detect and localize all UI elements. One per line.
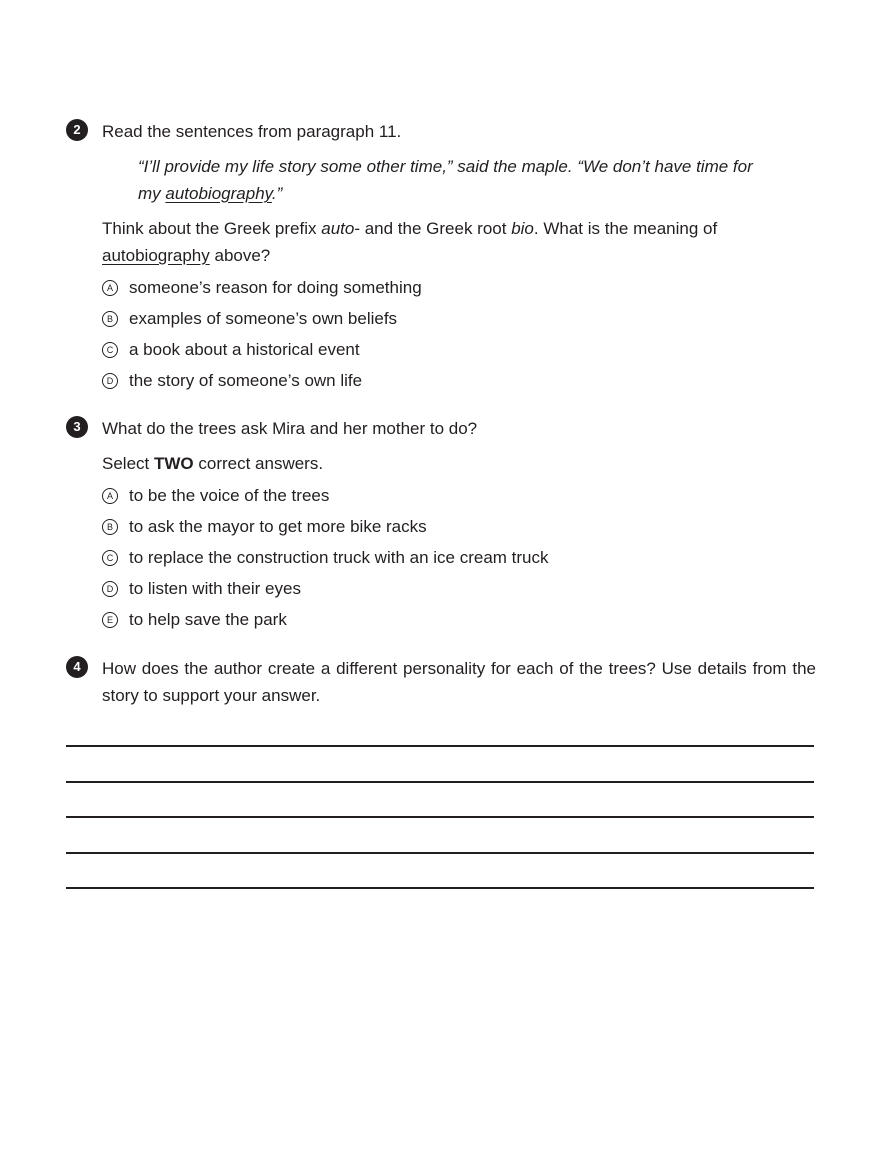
option-text: to help save the park <box>129 609 287 629</box>
question-number-badge: 4 <box>66 656 88 678</box>
answer-option[interactable] <box>102 334 816 365</box>
question-body <box>102 118 816 396</box>
answer-option[interactable] <box>102 272 816 303</box>
writing-line[interactable] <box>66 781 814 783</box>
answer-bubble[interactable]: E <box>102 612 118 628</box>
instruction-text: correct answers. <box>193 454 324 473</box>
answer-option[interactable] <box>102 604 816 635</box>
option-text: to replace the construction truck with an ice cream truck <box>129 547 549 567</box>
answer-option[interactable] <box>102 365 816 396</box>
answer-bubble[interactable]: B <box>102 311 118 327</box>
instruction-text: Select <box>102 454 154 473</box>
quoted-sentences <box>138 153 816 207</box>
answer-options <box>102 480 816 635</box>
answer-bubble[interactable]: B <box>102 519 118 535</box>
prompt-text: Think about the Greek prefix <box>102 219 322 238</box>
question-number-badge: 3 <box>66 416 88 438</box>
option-text: examples of someone’s own beliefs <box>129 308 398 328</box>
option-text: to be the voice of the trees <box>129 485 330 505</box>
writing-line[interactable] <box>66 745 814 747</box>
option-text: to listen with their eyes <box>129 578 301 598</box>
answer-bubble[interactable]: C <box>102 550 118 566</box>
question-2 <box>66 118 816 396</box>
answer-option[interactable] <box>102 480 816 511</box>
answer-writing-area[interactable] <box>66 745 814 923</box>
answer-bubble[interactable]: A <box>102 280 118 296</box>
underlined-word: autobiography <box>102 246 210 265</box>
underlined-word: autobiography <box>165 184 272 203</box>
answer-option[interactable] <box>102 573 816 604</box>
question-4 <box>66 655 816 709</box>
question-stem: What do the trees ask Mira and her mother to do? <box>102 419 478 438</box>
option-text: someone’s reason for doing something <box>129 277 422 297</box>
prompt-text: above? <box>209 246 271 265</box>
question-stem: How does the author create a different personality for each of the trees? Use details from the story to support your answer. <box>102 659 816 705</box>
writing-line[interactable] <box>66 816 814 818</box>
instruction-emphasis: TWO <box>153 454 194 473</box>
question-number-badge: 2 <box>66 119 88 141</box>
question-stem: Read the sentences from paragraph 11. <box>102 122 402 141</box>
selection-instruction <box>102 450 816 477</box>
prefix-term: auto <box>321 219 355 238</box>
answer-option[interactable] <box>102 303 816 334</box>
answer-bubble[interactable]: C <box>102 342 118 358</box>
option-text: a book about a historical event <box>129 339 360 359</box>
question-prompt <box>102 215 816 269</box>
question-body <box>102 655 816 709</box>
answer-bubble[interactable]: A <box>102 488 118 504</box>
question-body <box>102 415 816 635</box>
prompt-text: - and the Greek root <box>354 219 512 238</box>
answer-option[interactable] <box>102 511 816 542</box>
answer-options <box>102 272 816 396</box>
quote-text: “I’ll provide my life story some other time,” said the maple. “We don’t have time for my <box>138 157 753 203</box>
writing-line[interactable] <box>66 852 814 854</box>
writing-line[interactable] <box>66 887 814 889</box>
answer-bubble[interactable]: D <box>102 581 118 597</box>
option-text: the story of someone’s own life <box>129 370 363 390</box>
root-term: bio <box>511 219 534 238</box>
quote-end: .” <box>271 184 283 203</box>
option-text: to ask the mayor to get more bike racks <box>129 516 427 536</box>
prompt-text: . What is the meaning of <box>533 219 718 238</box>
answer-bubble[interactable]: D <box>102 373 118 389</box>
question-3 <box>66 415 816 635</box>
answer-option[interactable] <box>102 542 816 573</box>
